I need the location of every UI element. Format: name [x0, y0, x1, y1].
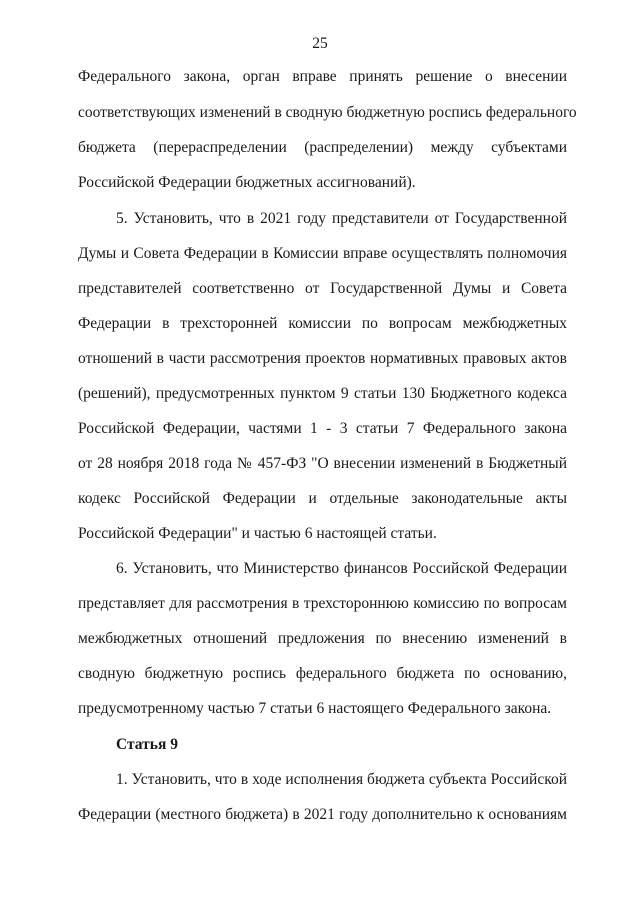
text-line: от 28 ноября 2018 года № 457-ФЗ "О внесении изменений в Бюджетный: [78, 455, 567, 472]
page-number: 25: [312, 35, 328, 52]
text-line: Федерации (местного бюджета) в 2021 году дополнительно к основаниям: [78, 806, 567, 823]
text-line: Думы и Совета Федерации в Комиссии вправе осуществлять полномочия: [78, 245, 567, 262]
text-line: отношений в части рассмотрения проектов нормативных правовых актов: [78, 350, 567, 367]
text-line: Федерации в трехсторонней комиссии по вопросам межбюджетных: [78, 315, 567, 332]
text-line: бюджета (перераспределении (распределении) между субъектами: [78, 139, 567, 156]
text-line: Российской Федерации, частями 1 - 3 статьи 7 Федерального закона: [78, 420, 567, 437]
text-line: представляет для рассмотрения в трехстороннюю комиссию по вопросам: [78, 595, 567, 612]
text-line: соответствующих изменений в сводную бюджетную роспись федерального: [78, 104, 577, 121]
text-line: сводную бюджетную роспись федерального бюджета по основанию,: [78, 665, 567, 682]
text-line: предусмотренному частью 7 статьи 6 настоящего Федерального закона.: [78, 700, 552, 717]
paragraph-6-start: 6. Установить, что Министерство финансов Российской Федерации: [116, 560, 567, 577]
text-line: Российской Федерации бюджетных ассигнований).: [78, 174, 416, 191]
article-9-paragraph-1-start: 1. Установить, что в ходе исполнения бюджета субъекта Российской: [116, 771, 567, 788]
text-line: Российской Федерации" и частью 6 настоящей статьи.: [78, 525, 437, 542]
text-line: кодекс Российской Федерации и отдельные законодательные акты: [78, 490, 567, 507]
text-line: межбюджетных отношений предложения по внесению изменений в: [78, 630, 567, 647]
text-line: (решений), предусмотренных пунктом 9 статьи 130 Бюджетного кодекса: [78, 385, 567, 402]
text-line: представителей соответственно от Государственной Думы и Совета: [78, 280, 567, 297]
paragraph-5-start: 5. Установить, что в 2021 году представители от Государственной: [116, 210, 567, 227]
article-heading: Статья 9: [116, 736, 178, 753]
text-line: Федерального закона, орган вправе принять решение о внесении: [78, 68, 567, 85]
